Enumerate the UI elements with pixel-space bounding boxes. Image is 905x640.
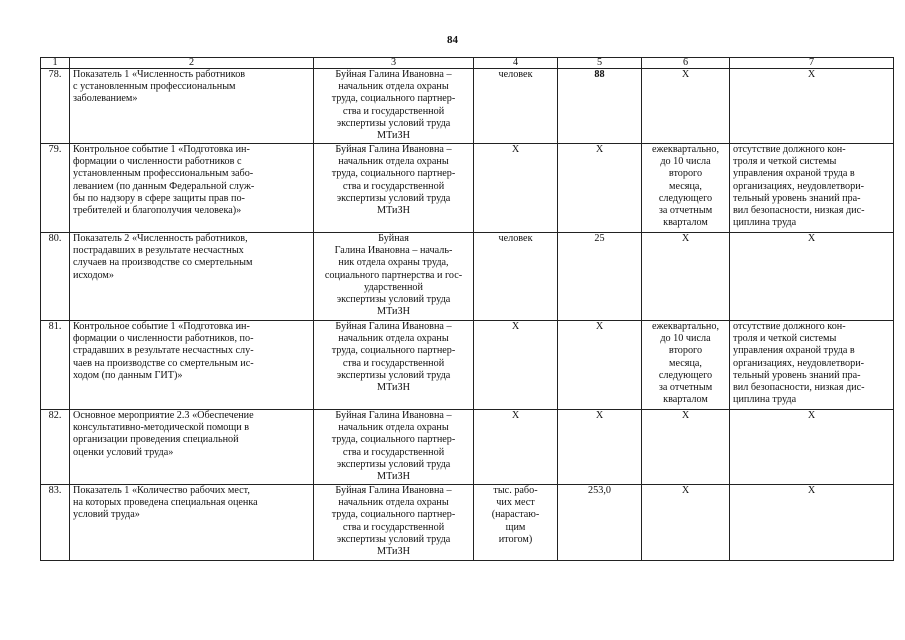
risk-line: управления охраной труда в	[733, 345, 855, 357]
indicator-line: установленным профессиональным забо-	[73, 168, 254, 180]
unit-line: щим	[505, 521, 526, 533]
table-row	[41, 233, 894, 321]
deadline-line: Х	[681, 69, 690, 80]
responsible-line: экспертизы условий труда	[336, 458, 451, 470]
responsible-line: Буйная Галина Ивановна –	[335, 69, 452, 80]
risk-line: Х	[807, 410, 816, 421]
row-number: 78.	[41, 69, 70, 144]
header-col-6: 6	[642, 58, 730, 69]
risk-line: троля и четкой системы	[733, 333, 837, 345]
deadline-line: до 10 числа	[660, 156, 711, 168]
indicator-line: исходом»	[73, 269, 114, 281]
value-cell: 253,0	[558, 485, 642, 561]
unit-cell	[474, 485, 558, 561]
risk-line: троля и четкой системы	[733, 156, 837, 168]
table-row	[41, 321, 894, 410]
header-col-3: 3	[314, 58, 474, 69]
indicator-line: бы по надзору в сфере защиты прав по-	[73, 192, 245, 204]
indicator-line: оценки условий труда»	[73, 446, 174, 458]
responsible-line: начальник отдела охраны	[338, 422, 449, 434]
responsible-line: Буйная	[378, 233, 409, 244]
unit-line: Х	[511, 144, 520, 155]
deadline-line: ежеквартально,	[651, 321, 720, 332]
indicator-line: организации проведения специальной	[73, 434, 239, 446]
indicator-line: ходом (по данным ГИТ)»	[73, 369, 183, 381]
responsible-line: Буйная Галина Ивановна –	[335, 485, 452, 496]
responsible-cell	[314, 233, 474, 321]
risk-line: Х	[807, 233, 816, 244]
responsible-line: труда, социального партнер-	[331, 434, 456, 446]
responsible-line: экспертизы условий труда	[336, 192, 451, 204]
row-number: 83.	[41, 485, 70, 561]
deadline-line: следующего	[658, 192, 713, 204]
responsible-line: МТиЗН	[377, 205, 410, 217]
table-row	[41, 410, 894, 485]
table-row	[41, 485, 894, 561]
responsible-line: труда, социального партнер-	[331, 93, 456, 105]
unit-line: Х	[511, 410, 520, 421]
unit-cell	[474, 321, 558, 410]
indicator-line: Показатель 1 «Количество рабочих мест,	[73, 485, 250, 496]
value-cell: 25	[558, 233, 642, 321]
unit-line: итогом)	[498, 533, 533, 545]
responsible-line: МТиЗН	[377, 546, 410, 558]
indicator-line: на которых проведена специальная оценка	[73, 497, 258, 509]
value-cell: Х	[558, 321, 642, 410]
deadline-line: месяца,	[669, 180, 702, 192]
indicator-line: Контрольное событие 1 «Подготовка ин-	[73, 144, 250, 155]
responsible-cell	[314, 69, 474, 144]
deadline-line: кварталом	[663, 394, 708, 406]
row-number: 81.	[41, 321, 70, 410]
responsible-line: начальник отдела охраны	[338, 497, 449, 509]
header-col-1: 1	[41, 58, 70, 69]
unit-line: Х	[511, 321, 520, 332]
risk-line: организациях, неудовлетвори-	[733, 357, 865, 369]
deadline-cell	[642, 485, 730, 561]
indicator-line: Контрольное событие 1 «Подготовка ин-	[73, 321, 250, 332]
risk-line: тельный уровень знаний пра-	[733, 192, 861, 204]
deadline-cell	[642, 69, 730, 144]
indicator-line: чаев на производстве со смертельным ис-	[73, 357, 254, 369]
risk-line: организациях, неудовлетвори-	[733, 180, 865, 192]
responsible-line: социального партнерства и гос-	[324, 269, 463, 281]
deadline-line: месяца,	[669, 357, 702, 369]
indicator-line: с установленным профессиональным	[73, 81, 236, 93]
responsible-line: труда, социального партнер-	[331, 168, 456, 180]
deadline-line: до 10 числа	[660, 333, 711, 345]
header-row	[41, 58, 894, 69]
responsible-line: МТиЗН	[377, 306, 410, 318]
indicator-line: Показатель 2 «Численность работников,	[73, 233, 248, 244]
responsible-line: МТиЗН	[377, 471, 410, 483]
responsible-line: МТиЗН	[377, 382, 410, 394]
indicator-line: случаев на производстве со смертельным	[73, 257, 253, 269]
unit-cell	[474, 69, 558, 144]
unit-line: (нарастаю-	[491, 509, 540, 521]
responsible-line: начальник отдела охраны	[338, 81, 449, 93]
indicator-line: консультативно-методической помощи в	[73, 422, 250, 434]
responsible-cell	[314, 410, 474, 485]
risk-line: вил безопасности, низкая дис-	[733, 205, 865, 217]
unit-cell	[474, 410, 558, 485]
unit-line: чих мест	[496, 497, 535, 509]
deadline-cell	[642, 410, 730, 485]
risk-line: циплина труда	[733, 217, 797, 229]
risk-cell	[730, 144, 894, 233]
deadline-line: следующего	[658, 369, 713, 381]
indicator-cell	[70, 485, 314, 561]
risk-cell	[730, 410, 894, 485]
risk-cell	[730, 69, 894, 144]
deadline-line: кварталом	[663, 217, 708, 229]
header-col-5: 5	[558, 58, 642, 69]
responsible-line: экспертизы условий труда	[336, 294, 451, 306]
deadline-line: второго	[668, 345, 703, 357]
value-cell: Х	[558, 144, 642, 233]
deadline-line: Х	[681, 233, 690, 244]
deadline-line: за отчетным	[658, 382, 713, 394]
responsible-line: начальник отдела охраны	[338, 333, 449, 345]
responsible-line: труда, социального партнер-	[331, 345, 456, 357]
deadline-line: Х	[681, 485, 690, 496]
responsible-cell	[314, 321, 474, 410]
responsible-line: Буйная Галина Ивановна –	[335, 410, 452, 421]
indicator-line: условий труда»	[73, 509, 140, 521]
responsible-line: Буйная Галина Ивановна –	[335, 144, 452, 155]
risk-line: Х	[807, 69, 816, 80]
responsible-line: ства и государственной	[342, 180, 445, 192]
header-col-7: 7	[730, 58, 894, 69]
unit-line: тыс. рабо-	[493, 485, 538, 496]
indicator-cell	[70, 410, 314, 485]
risk-line: тельный уровень знаний пра-	[733, 369, 861, 381]
indicator-line: Показатель 1 «Численность работников	[73, 69, 246, 80]
responsible-line: Буйная Галина Ивановна –	[335, 321, 452, 332]
deadline-line: Х	[681, 410, 690, 421]
indicator-cell	[70, 144, 314, 233]
responsible-line: экспертизы условий труда	[336, 369, 451, 381]
indicator-cell	[70, 321, 314, 410]
risk-line: циплина труда	[733, 394, 797, 406]
responsible-line: ства и государственной	[342, 357, 445, 369]
unit-line: человек	[498, 69, 533, 80]
risk-cell	[730, 321, 894, 410]
responsible-line: экспертизы условий труда	[336, 533, 451, 545]
responsible-cell	[314, 144, 474, 233]
indicator-line: леванием (по данным Федеральной служ-	[73, 180, 255, 192]
value-cell: Х	[558, 410, 642, 485]
risk-line: Х	[807, 485, 816, 496]
indicator-cell	[70, 69, 314, 144]
indicator-line: страдавших в результате несчастных слу-	[73, 345, 254, 357]
value-cell: 88	[558, 69, 642, 144]
indicator-line: Основное мероприятие 2.3 «Обеспечение	[73, 410, 254, 421]
deadline-cell	[642, 144, 730, 233]
risk-line: вил безопасности, низкая дис-	[733, 382, 865, 394]
indicator-line: требителей и благополучия человека)»	[73, 205, 242, 217]
row-number: 79.	[41, 144, 70, 233]
responsible-line: Галина Ивановна – началь-	[334, 245, 453, 257]
page-number: 84	[447, 34, 458, 46]
responsible-line: ник отдела охраны труда,	[338, 257, 449, 269]
unit-line: человек	[498, 233, 533, 244]
responsible-line: ударственной	[364, 281, 423, 293]
risk-line: управления охраной труда в	[733, 168, 855, 180]
unit-cell	[474, 144, 558, 233]
plan-table	[40, 57, 894, 561]
table-row	[41, 69, 894, 144]
risk-cell	[730, 485, 894, 561]
header-col-2: 2	[70, 58, 314, 69]
deadline-line: за отчетным	[658, 205, 713, 217]
responsible-line: начальник отдела охраны	[338, 156, 449, 168]
row-number: 82.	[41, 410, 70, 485]
header-col-4: 4	[474, 58, 558, 69]
responsible-cell	[314, 485, 474, 561]
deadline-line: второго	[668, 168, 703, 180]
table-row	[41, 144, 894, 233]
deadline-cell	[642, 321, 730, 410]
risk-line: отсутствие должного кон-	[733, 144, 846, 155]
responsible-line: МТиЗН	[377, 130, 410, 142]
responsible-line: труда, социального партнер-	[331, 509, 456, 521]
risk-line: отсутствие должного кон-	[733, 321, 846, 332]
indicator-cell	[70, 233, 314, 321]
responsible-line: ства и государственной	[342, 105, 445, 117]
deadline-line: ежеквартально,	[651, 144, 720, 155]
row-number: 80.	[41, 233, 70, 321]
indicator-line: формации о численности работников, по-	[73, 333, 254, 345]
deadline-cell	[642, 233, 730, 321]
responsible-line: ства и государственной	[342, 521, 445, 533]
risk-cell	[730, 233, 894, 321]
indicator-line: формации о численности работников с	[73, 156, 242, 168]
indicator-line: пострадавших в результате несчастных	[73, 245, 244, 257]
indicator-line: заболеванием»	[73, 93, 138, 105]
responsible-line: ства и государственной	[342, 446, 445, 458]
unit-cell	[474, 233, 558, 321]
responsible-line: экспертизы условий труда	[336, 117, 451, 129]
